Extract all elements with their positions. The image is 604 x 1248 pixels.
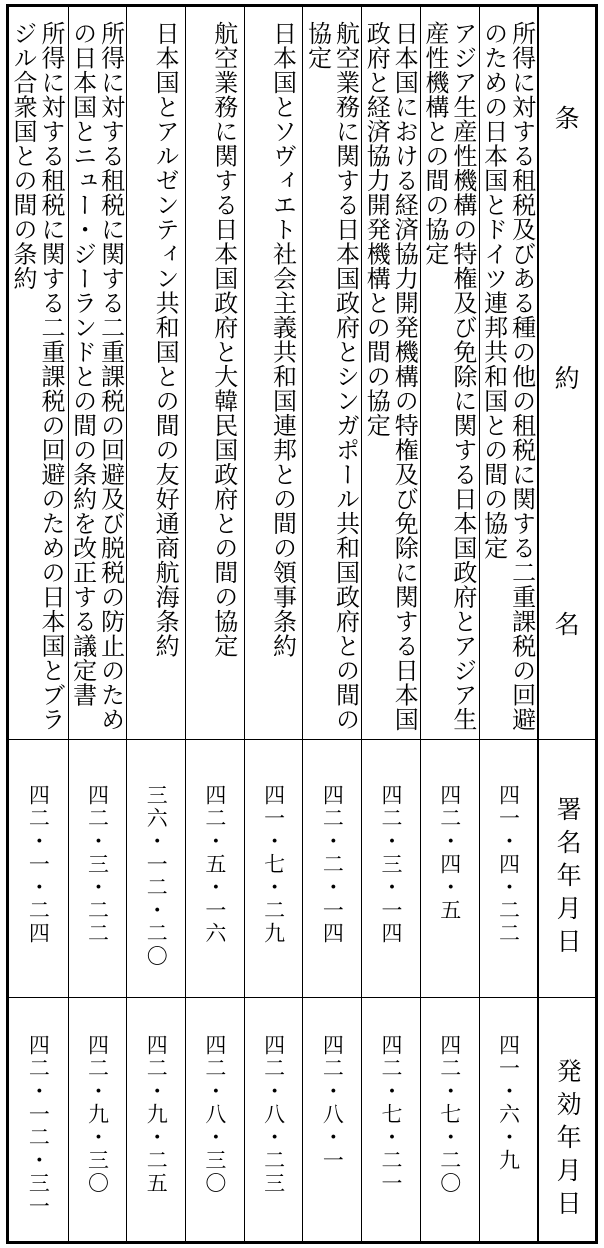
effective-date: 四一・六・九 (496, 1034, 521, 1172)
effective-date-cell (480, 997, 538, 1247)
header-name-cell (539, 7, 595, 739)
treaty-name-cell (186, 7, 244, 739)
treaty-name: 航空業務に関する日本国政府とシンガポール共和国政府との間の協定 (303, 21, 360, 732)
table-row (479, 7, 538, 1241)
effective-date-cell (69, 997, 127, 1247)
table-row (302, 7, 361, 1241)
signed-date: 四二・三・一四 (379, 784, 404, 945)
table-row (361, 7, 420, 1241)
signed-date-cell (127, 739, 185, 997)
table-row (68, 7, 127, 1241)
treaty-name-cell (362, 7, 420, 739)
signed-date-cell (9, 739, 68, 997)
treaty-name-cell (9, 7, 68, 739)
signed-date: 四二・二・一四 (320, 784, 345, 945)
table-row (420, 7, 479, 1241)
signed-date-cell (245, 739, 303, 997)
treaty-name: 日本国とアルゼンティン共和国との間の友好通商航海条約 (151, 21, 180, 658)
effective-date: 四二・八・一 (320, 1034, 345, 1172)
effective-date: 四二・八・二三 (261, 1034, 286, 1195)
header-name-char: 条 (554, 104, 580, 133)
signed-date: 四二・五・一六 (202, 784, 227, 945)
signed-date-cell (480, 739, 538, 997)
treaty-name: 日本国とソヴィエト社会主義共和国連邦との間の領事条約 (268, 21, 297, 658)
treaty-table (6, 4, 598, 1244)
treaty-name-cell (303, 7, 361, 739)
effective-date: 四二・七・二一 (379, 1034, 404, 1195)
signed-date: 四二・一・二四 (26, 784, 51, 945)
treaty-name-cell (69, 7, 127, 739)
effective-date-cell (127, 997, 185, 1247)
signed-date-cell (303, 739, 361, 997)
treaty-name-cell (421, 7, 479, 739)
signed-date-cell (69, 739, 127, 997)
treaty-name-cell (480, 7, 538, 739)
effective-date-cell (9, 997, 68, 1247)
treaty-name: 所得に対する租税に関する二重課税の回避及び脱税の防止のための日本国とニュー・ジーランドとの間の条約を改正する議定書 (68, 21, 125, 732)
treaty-name: アジア生産性機構の特権及び免除に関する日本国政府とアジア生産性機構との間の協定 (420, 21, 477, 732)
signed-date: 三六・一二・二〇 (144, 784, 169, 968)
header-effective-cell (539, 997, 595, 1247)
effective-date-cell (362, 997, 420, 1247)
effective-date-cell (303, 997, 361, 1247)
signed-date: 四二・四・五 (437, 784, 462, 922)
treaty-name-cell (245, 7, 303, 739)
signed-date-cell (421, 739, 479, 997)
signed-date: 四一・四・二二 (496, 784, 521, 945)
header-name-char: 名 (554, 610, 580, 639)
header-column (537, 7, 595, 1241)
header-signed-cell (539, 739, 595, 997)
effective-date-cell (245, 997, 303, 1247)
treaty-name-cell (127, 7, 185, 739)
signed-date: 四二・三・二二 (85, 784, 110, 945)
treaty-name: 所得に対する租税及びある種の他の租税に関する二重課税の回避のための日本国とドイツ連邦共和国との間の協定 (479, 21, 536, 732)
treaty-name: 所得に対する租税に関する二重課税の回避のための日本国とブラジル合衆国との間の条約 (8, 21, 65, 732)
table-row (244, 7, 303, 1241)
treaty-name: 航空業務に関する日本国政府と大韓民国政府との間の協定 (209, 21, 238, 658)
effective-date: 四二・九・二五 (144, 1034, 169, 1195)
table-row (9, 7, 68, 1241)
header-name-char: 約 (554, 364, 580, 393)
signed-date-cell (362, 739, 420, 997)
signed-date-cell (186, 739, 244, 997)
effective-date-cell (186, 997, 244, 1247)
table-row (126, 7, 185, 1241)
signed-date: 四一・七・二九 (261, 784, 286, 945)
effective-date: 四二・七・二〇 (437, 1034, 462, 1195)
effective-date-cell (421, 997, 479, 1247)
table-row (185, 7, 244, 1241)
treaty-name: 日本国における経済協力開発機構の特権及び免除に関する日本国政府と経済協力開発機構との間の協定 (362, 21, 419, 732)
header-signed-label: 署名年月日 (553, 796, 583, 961)
effective-date: 四二・九・三〇 (85, 1034, 110, 1195)
effective-date: 四二・一二・三一 (26, 1034, 51, 1218)
effective-date: 四二・八・三〇 (202, 1034, 227, 1195)
header-effective-label: 発効年月日 (553, 1058, 583, 1223)
